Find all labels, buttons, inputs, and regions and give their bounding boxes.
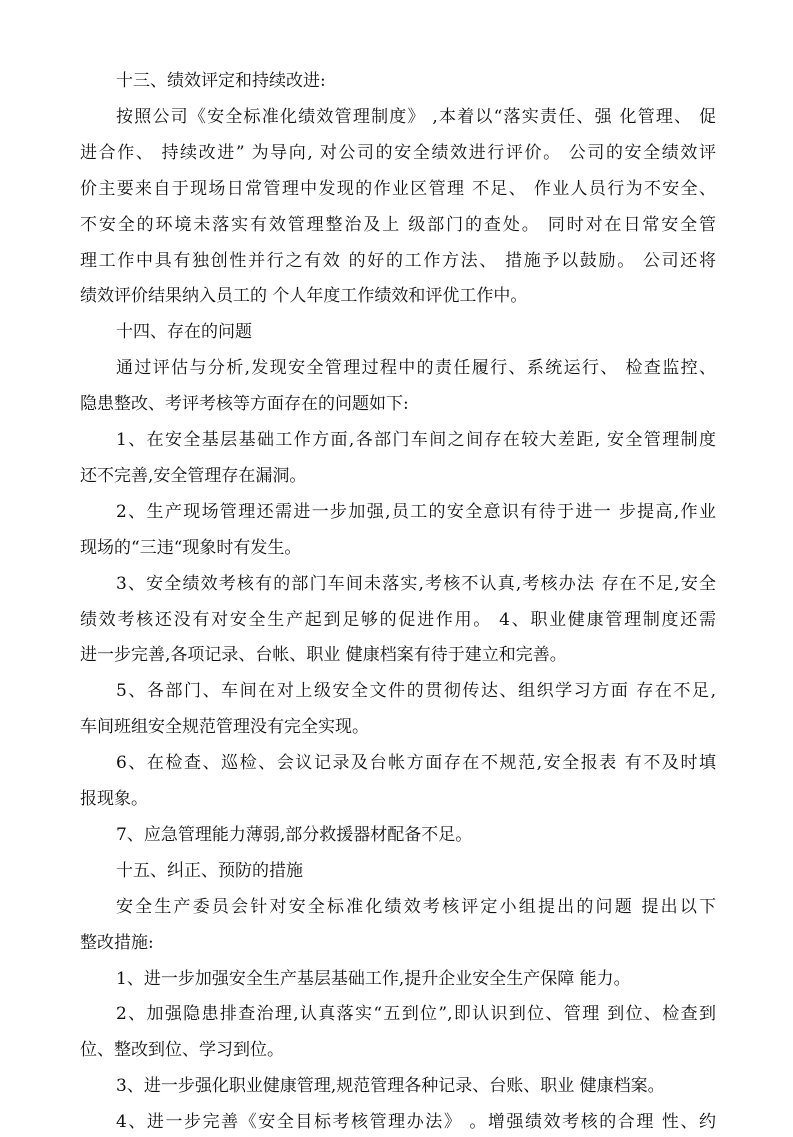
text-line: 通过评估与分析,发现安全管理过程中的责任履行、系统运行、 检查监控、 bbox=[116, 358, 716, 379]
text-line: 绩效评价结果纳入员工的 个人年度工作绩效和评优工作中。 bbox=[80, 286, 528, 307]
text-line: 车间班组安全规范管理没有完全实现。 bbox=[80, 717, 369, 738]
text-line: 6、在检查、巡检、会议记录及台帐方面存在不规范,安全报表 有不及时填 bbox=[116, 753, 716, 774]
text-line: 理工作中具有独创性并行之有效 的好的工作方法、 措施予以鼓励。 公司还将 bbox=[80, 250, 716, 271]
text-line: 十四、存在的问题 bbox=[116, 322, 252, 343]
text-line: 隐患整改、考评考核等方面存在的问题如下: bbox=[80, 394, 409, 415]
text-line: 还不完善,安全管理存在漏洞。 bbox=[80, 465, 307, 486]
text-line: 7、应急管理能力薄弱,部分救援器材配备不足。 bbox=[116, 824, 473, 845]
text-line: 3、安全绩效考核有的部门车间未落实,考核不认真,考核办法 存在不足,安全 bbox=[116, 573, 716, 594]
text-line: 现场的“三违“现象时有发生。 bbox=[80, 537, 302, 558]
text-line: 位、整改到位、学习到位。 bbox=[80, 1040, 284, 1061]
text-line: 整改措施: bbox=[80, 932, 154, 953]
text-line: 报现象。 bbox=[80, 789, 148, 809]
text-line: 5、各部门、车间在对上级安全文件的贯彻传达、组织学习方面 存在不足, bbox=[116, 681, 716, 702]
text-line: 十三、绩效评定和持续改进: bbox=[116, 71, 326, 91]
text-line: 4、进一步完善《安全目标考核管理办法》 。增强绩效考核的合理 性、约 bbox=[116, 1112, 716, 1133]
text-line: 1、进一步加强安全生产基层基础工作,提升企业安全生产保障 能力。 bbox=[116, 968, 631, 989]
text-line: 1、在安全基层基础工作方面,各部门车间之间存在较大差距, 安全管理制度 bbox=[116, 430, 716, 450]
text-line: 不安全的环境未落实有效管理整治及上 级部门的查处。 同时对在日常安全管 bbox=[80, 214, 716, 235]
text-line: 绩效考核还没有对安全生产起到足够的促进作用。 4、职业健康管理制度还需 bbox=[80, 609, 716, 630]
text-line: 2、生产现场管理还需进一步加强,员工的安全意识有待于进一 步提高,作业 bbox=[116, 501, 716, 522]
text-line: 安全生产委员会针对安全标准化绩效考核评定小组提出的问题 提出以下 bbox=[116, 896, 716, 917]
text-line: 按照公司《安全标准化绩效管理制度》 ,本着以“落实责任、强 化管理、 促 bbox=[116, 106, 716, 127]
text-line: 价主要来自于现场日常管理中发现的作业区管理 不足、 作业人员行为不安全、 bbox=[80, 178, 716, 199]
text-line: 2、加强隐患排查治理,认真落实“五到位”,即认识到位、管理 到位、检查到 bbox=[116, 1004, 716, 1025]
text-line: 进一步完善,各项记录、台帐、职业 健康档案有待于建立和完善。 bbox=[80, 645, 567, 666]
text-line: 进合作、 持续改进” 为导向, 对公司的安全绩效进行评价。 公司的安全绩效评 bbox=[80, 142, 716, 163]
text-line: 3、进一步强化职业健康管理,规范管理各种记录、台账、职业 健康档案。 bbox=[116, 1076, 665, 1097]
text-line: 十五、纠正、预防的措施 bbox=[116, 860, 303, 881]
